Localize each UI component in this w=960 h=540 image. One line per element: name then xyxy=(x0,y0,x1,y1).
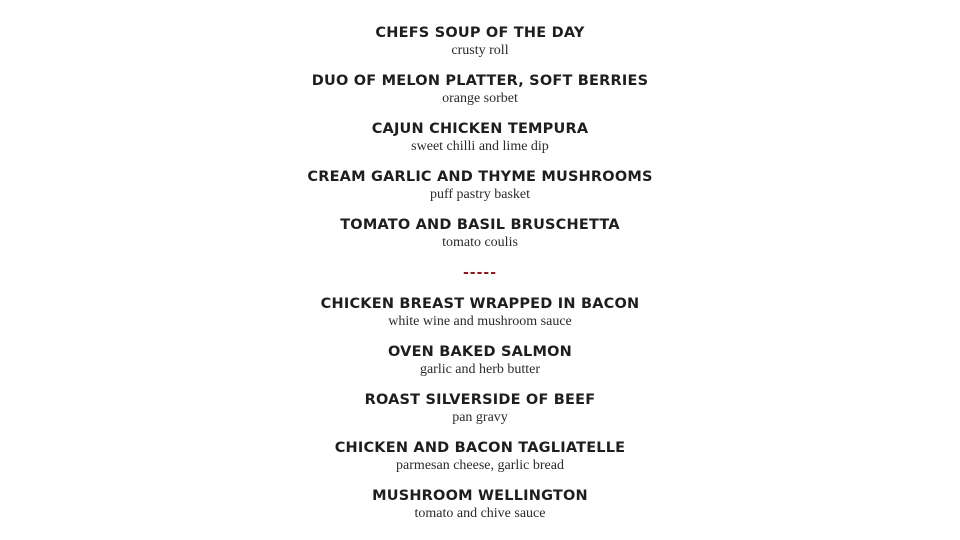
menu-item xyxy=(0,343,960,378)
menu-item xyxy=(0,168,960,203)
dish-name: CAJUN CHICKEN TEMPURA xyxy=(371,121,589,137)
menu-item xyxy=(0,24,960,59)
dish-description: parmesan cheese, garlic bread xyxy=(396,458,564,473)
menu xyxy=(0,24,960,522)
dish-name: DUO OF MELON PLATTER, SOFT BERRIES xyxy=(311,73,649,89)
menu-item xyxy=(0,487,960,522)
dish-description: sweet chilli and lime dip xyxy=(411,139,549,154)
dish-name: MUSHROOM WELLINGTON xyxy=(372,488,588,504)
menu-item xyxy=(0,295,960,330)
dish-description: tomato and chive sauce xyxy=(414,506,546,521)
menu-item xyxy=(0,439,960,474)
dish-description: puff pastry basket xyxy=(429,187,531,202)
menu-item xyxy=(0,391,960,426)
dish-name: CREAM GARLIC AND THYME MUSHROOMS xyxy=(307,169,653,185)
dish-name: CHICKEN AND BACON TAGLIATELLE xyxy=(334,440,626,456)
dish-description: orange sorbet xyxy=(442,91,518,106)
menu-item xyxy=(0,72,960,107)
menu-item xyxy=(0,216,960,251)
dish-description: garlic and herb butter xyxy=(419,362,541,377)
dish-name: OVEN BAKED SALMON xyxy=(388,344,572,360)
dish-name: CHEFS SOUP OF THE DAY xyxy=(375,25,585,41)
dish-name: ROAST SILVERSIDE OF BEEF xyxy=(364,392,596,408)
section-divider: ----- xyxy=(462,265,498,281)
dish-name: CHICKEN BREAST WRAPPED IN BACON xyxy=(320,296,640,312)
dish-description: white wine and mushroom sauce xyxy=(388,314,572,329)
menu-item xyxy=(0,120,960,155)
dish-description: tomato coulis xyxy=(442,235,518,250)
dish-name: TOMATO AND BASIL BRUSCHETTA xyxy=(340,217,620,233)
dish-description: crusty roll xyxy=(451,43,509,58)
dish-description: pan gravy xyxy=(452,410,508,425)
